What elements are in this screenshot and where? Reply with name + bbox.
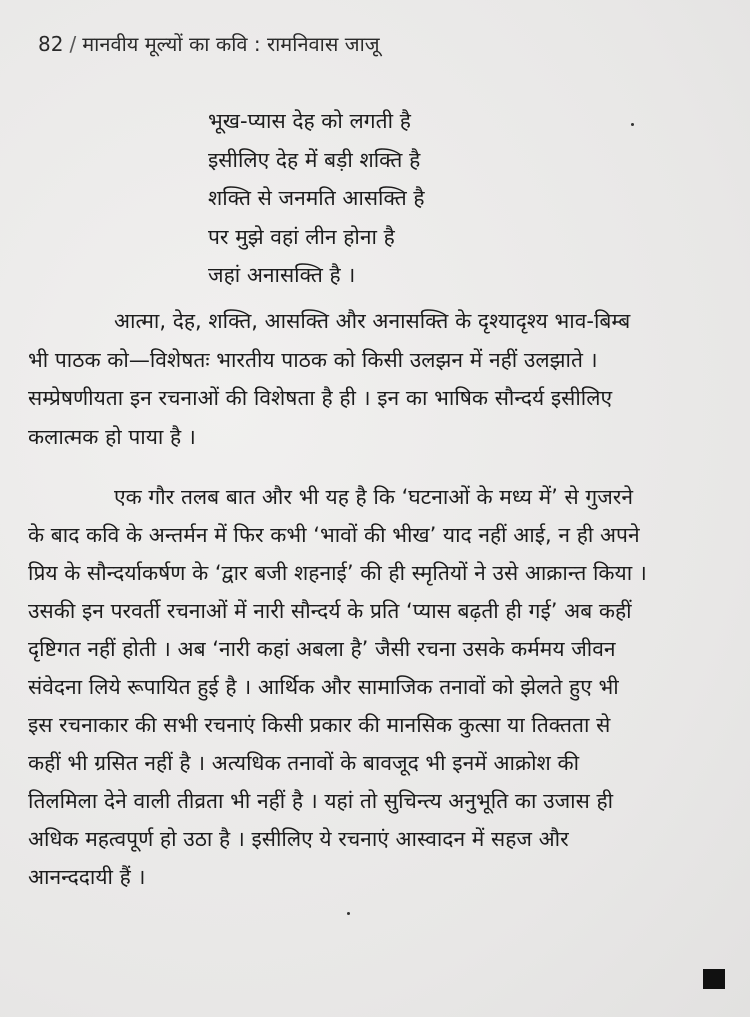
poem-line: भूख-प्यास देह को लगती है: [208, 109, 411, 133]
poem-line: जहां अनासक्ति है ।: [208, 263, 356, 287]
ink-speck: [631, 123, 634, 126]
paragraph-line: एक गौर तलब बात और भी यह है कि ‘घटनाओं के मध्य में’ से गुजरने: [114, 485, 634, 509]
paragraph-line: दृष्टिगत नहीं होती । अब ‘नारी कहां अबला है’ जैसी रचना उसके कर्ममय जीवन: [28, 637, 616, 661]
page-number: 82: [38, 32, 64, 56]
paragraph-line: प्रिय के सौन्दर्याकर्षण के ‘द्वार बजी शहनाई’ की ही स्मृतियों ने उसे आक्रान्त किया ।: [28, 561, 647, 585]
poem-stanza: [208, 102, 425, 295]
paragraph-line: संवेदना लिये रूपायित हुई है । आर्थिक और सामाजिक तनावों को झेलते हुए भी: [28, 675, 619, 699]
paragraph-line: सम्प्रेषणीयता इन रचनाओं की विशेषता है ही । इन का भाषिक सौन्दर्य इसीलिए: [28, 386, 613, 410]
paragraph-line: इस रचनाकार की सभी रचनाएं किसी प्रकार की मानसिक कुत्सा या तिक्तता से: [28, 713, 611, 737]
paragraph-line: के बाद कवि के अन्तर्मन में फिर कभी ‘भावों की भीख’ याद नहीं आई, न ही अपने: [28, 523, 640, 547]
poem-line: पर मुझे वहां लीन होना है: [208, 224, 395, 249]
paragraph-line: उसकी इन परवर्ती रचनाओं में नारी सौन्दर्य के प्रति ‘प्यास बढ़ती ही गई’ अब कहीं: [28, 599, 632, 623]
running-header: [38, 30, 380, 57]
paragraph-1: [28, 302, 736, 456]
paragraph-line: भी पाठक को—विशेषतः भारतीय पाठक को किसी उलझन में नहीं उलझाते ।: [28, 347, 598, 372]
poem-line: इसीलिए देह में बड़ी शक्ति है: [208, 147, 421, 172]
paragraph-line: अधिक महत्वपूर्ण हो उठा है । इसीलिए ये रचनाएं आस्वादन में सहज और: [28, 827, 569, 851]
paragraph-line: कलात्मक हो पाया है ।: [28, 424, 196, 449]
paragraph-line: आनन्ददायी हैं ।: [28, 865, 146, 889]
end-of-chapter-mark: [703, 969, 725, 989]
ink-speck: [347, 912, 350, 915]
poem-line: शक्ति से जनमति आसक्ति है: [208, 186, 425, 210]
paragraph-line: कहीं भी ग्रसित नहीं है । अत्यधिक तनावों के बावजूद भी इनमें आक्रोश की: [28, 751, 580, 775]
header-separator: /: [69, 32, 77, 56]
paragraph-line: तिलमिला देने वाली तीव्रता भी नहीं है । यहां तो सुचिन्त्य अनुभूति का उजास ही: [28, 789, 614, 813]
paragraph-2: [28, 478, 736, 896]
running-title: मानवीय मूल्यों का कवि : रामनिवास जाजू: [82, 32, 380, 56]
paragraph-line: आत्मा, देह, शक्ति, आसक्ति और अनासक्ति के दृश्यादृश्य भाव-बिम्ब: [114, 309, 631, 333]
